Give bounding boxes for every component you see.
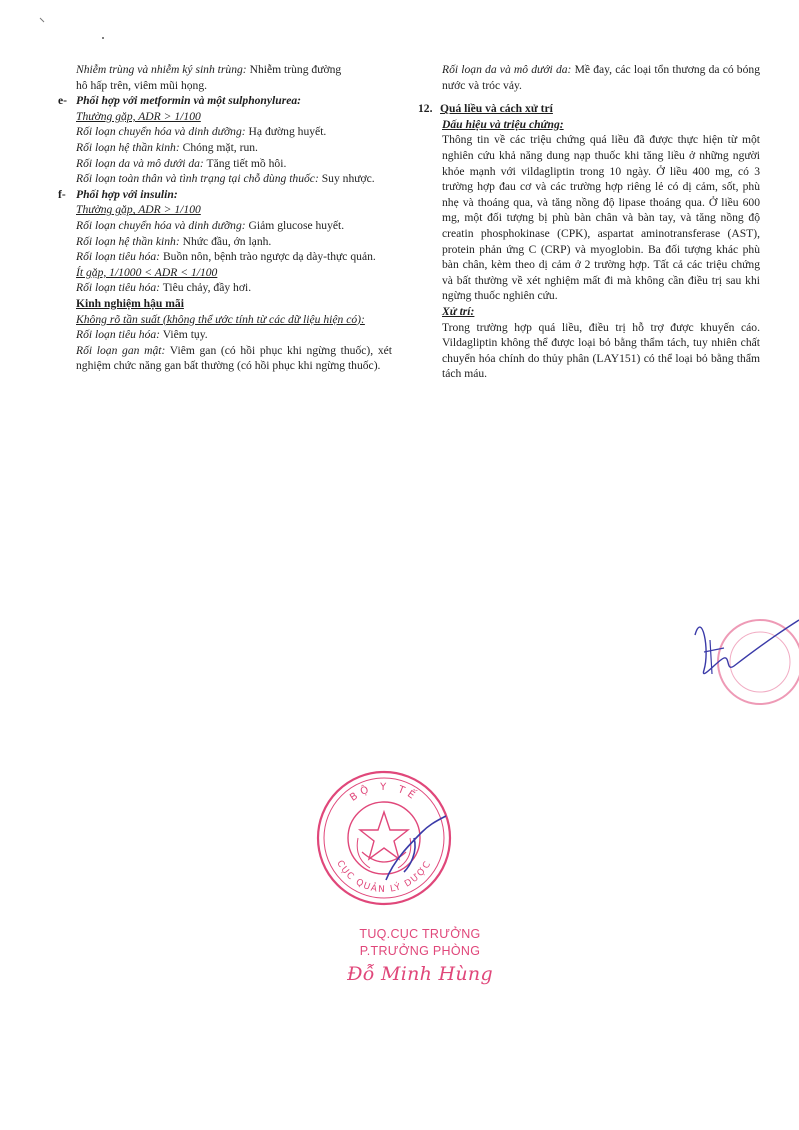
item-f-title: Phối hợp với insulin: xyxy=(76,187,178,201)
row-label: Rối loạn tiêu hóa: xyxy=(76,281,161,295)
row-label: Rối loạn hệ thần kinh: xyxy=(76,140,180,154)
right-column xyxy=(418,62,760,382)
item-f-row xyxy=(76,218,392,234)
row-text: Suy nhược. xyxy=(318,172,375,186)
postmarketing-row xyxy=(76,327,392,343)
section-12-body xyxy=(424,117,760,382)
signature-title-1: TUQ.CỤC TRƯỞNG xyxy=(359,927,481,941)
treatment-text: Trong trường hợp quá liều, điều trị hỗ trợ được khuyến cáo. Vildagliptin không thể được loại bỏ bằng thẩm tách, tuy nhiên chất chuyển hóa chính do thủy phân (LAY151) có thể loại bỏ bằng thẩm tách máu. xyxy=(442,320,760,381)
item-f-frequency-2: Ít gặp, 1/1000 < ADR < 1/100 xyxy=(76,265,218,279)
signs-text: Thông tin về các triệu chứng quá liều đã được thực hiện từ một nghiên cứu khả năng dung nạp thuốc khi tăng liều ở những người khỏe mạnh với vildagliptin trong 10 ngày. Ở liều 400 mg, có 3 trường hợp đau cơ và các trường hợp riêng lẻ có dị cảm, sốt, phù nhẹ và thoáng qua, và tăng nồng độ lipase thoáng qua. Ở liều 600 mg, một đối tượng bị phù bàn chân và bàn tay, và tăng nồng độ creatin phosphokinase (CPK), aspartat aminotransferase (AST), protein phản ứng C (CRP) và myoglobin. Ba đối tượng khác phù bàn chân, kèm theo dị cảm ở 2 trường hợp. Tất cả các triệu chứng và bất thường về xét nghiệm mất đi mà không cần điều trị sau khi ngừng thuốc nghiên cứu. xyxy=(442,133,760,303)
item-f-row xyxy=(76,280,392,296)
row-label: Rối loạn da và mô dưới da: xyxy=(76,156,204,170)
item-f-body xyxy=(58,202,392,374)
infection-line xyxy=(58,62,392,78)
signs-title: Dấu hiệu và triệu chứng: xyxy=(442,117,564,131)
row-text: Viêm tụy. xyxy=(160,328,208,342)
row-text: Giảm glucose huyết. xyxy=(245,218,345,232)
row-label: Rối loạn gan mật: xyxy=(76,343,166,357)
item-e-title: Phối hợp với metformin và một sulphonylurea: xyxy=(76,94,302,108)
row-text: Viêm gan (có hồi phục khi ngừng thuốc), xét nghiệm chức năng gan bất thường (có hồi phục khi ngừng thuốc). xyxy=(76,343,392,373)
row-text: Tăng tiết mồ hôi. xyxy=(203,156,287,170)
scan-marks xyxy=(0,0,120,60)
item-e-row xyxy=(76,124,392,140)
postmarketing-row xyxy=(76,343,392,374)
partial-stamp-right xyxy=(690,600,799,710)
treatment-title: Xử trí: xyxy=(442,304,475,318)
left-column xyxy=(58,62,392,374)
item-e-heading xyxy=(58,93,392,109)
item-f-frequency: Thường gặp, ADR > 1/100 xyxy=(76,203,201,217)
scan-marks-graphic xyxy=(0,0,120,60)
item-e-body xyxy=(58,109,392,187)
row-text: Tiêu chảy, đầy hơi. xyxy=(160,281,252,295)
row-label: Rối loạn tiêu hóa: xyxy=(76,250,161,264)
signature-title-2: P.TRƯỞNG PHÒNG xyxy=(359,944,481,958)
svg-text:BỘ Y TẾ xyxy=(348,782,421,804)
official-stamp xyxy=(314,768,454,908)
infection-label: Nhiễm trùng và nhiễm ký sinh trùng: xyxy=(76,63,247,76)
item-e-row xyxy=(76,171,392,187)
section-12-heading xyxy=(418,101,760,117)
infection-text: Nhiễm trùng đường xyxy=(246,63,342,76)
item-f-heading xyxy=(58,187,392,203)
row-label: Rối loạn tiêu hóa: xyxy=(76,328,161,342)
skin-text: Mề đay, các loại tổn thương da có bóng nước và tróc vảy. xyxy=(442,63,760,92)
postmarketing-frequency: Không rõ tần suất (không thể ước tính từ các dữ liệu hiện có): xyxy=(76,312,365,326)
row-label: Rối loạn chuyển hóa và dinh dưỡng: xyxy=(76,125,246,139)
stamp-text-top: BỘ Y TẾ xyxy=(348,781,420,804)
item-e-frequency: Thường gặp, ADR > 1/100 xyxy=(76,109,201,123)
signature-block xyxy=(320,926,520,986)
row-text: Buồn nôn, bệnh trào ngược dạ dày-thực quản. xyxy=(160,250,376,264)
row-text: Nhức đầu, ớn lạnh. xyxy=(179,234,272,248)
item-e-marker: e- xyxy=(58,94,68,108)
row-text: Chóng mặt, run. xyxy=(179,140,258,154)
skin-label: Rối loạn da và mô dưới da: xyxy=(442,63,572,76)
item-f-row xyxy=(76,249,392,265)
stamp-text-bottom: CỤC QUẢN LÝ DƯỢC xyxy=(334,858,434,896)
row-text: Hạ đường huyết. xyxy=(245,125,327,139)
signer-name: Đỗ Minh Hùng xyxy=(347,963,493,985)
partial-stamp-graphic xyxy=(690,600,799,710)
item-f-row xyxy=(76,234,392,250)
row-label: Rối loạn chuyển hóa và dinh dưỡng: xyxy=(76,218,246,232)
postmarketing-title: Kinh nghiệm hậu mãi xyxy=(76,296,184,310)
section-title: Quá liều và cách xử trí xyxy=(440,102,553,116)
item-e-row xyxy=(76,156,392,172)
skin-row xyxy=(424,62,760,93)
stamp-graphic xyxy=(314,768,454,908)
row-label: Rối loạn toàn thân và tình trạng tại chỗ dùng thuốc: xyxy=(76,172,319,186)
item-f-marker: f- xyxy=(58,187,66,201)
row-label: Rối loạn hệ thần kinh: xyxy=(76,234,180,248)
svg-text:CỤC QUẢN LÝ DƯỢC xyxy=(334,859,433,895)
section-number: 12. xyxy=(418,102,433,116)
infection-line-2: hô hấp trên, viêm mũi họng. xyxy=(76,78,208,92)
item-e-row xyxy=(76,140,392,156)
